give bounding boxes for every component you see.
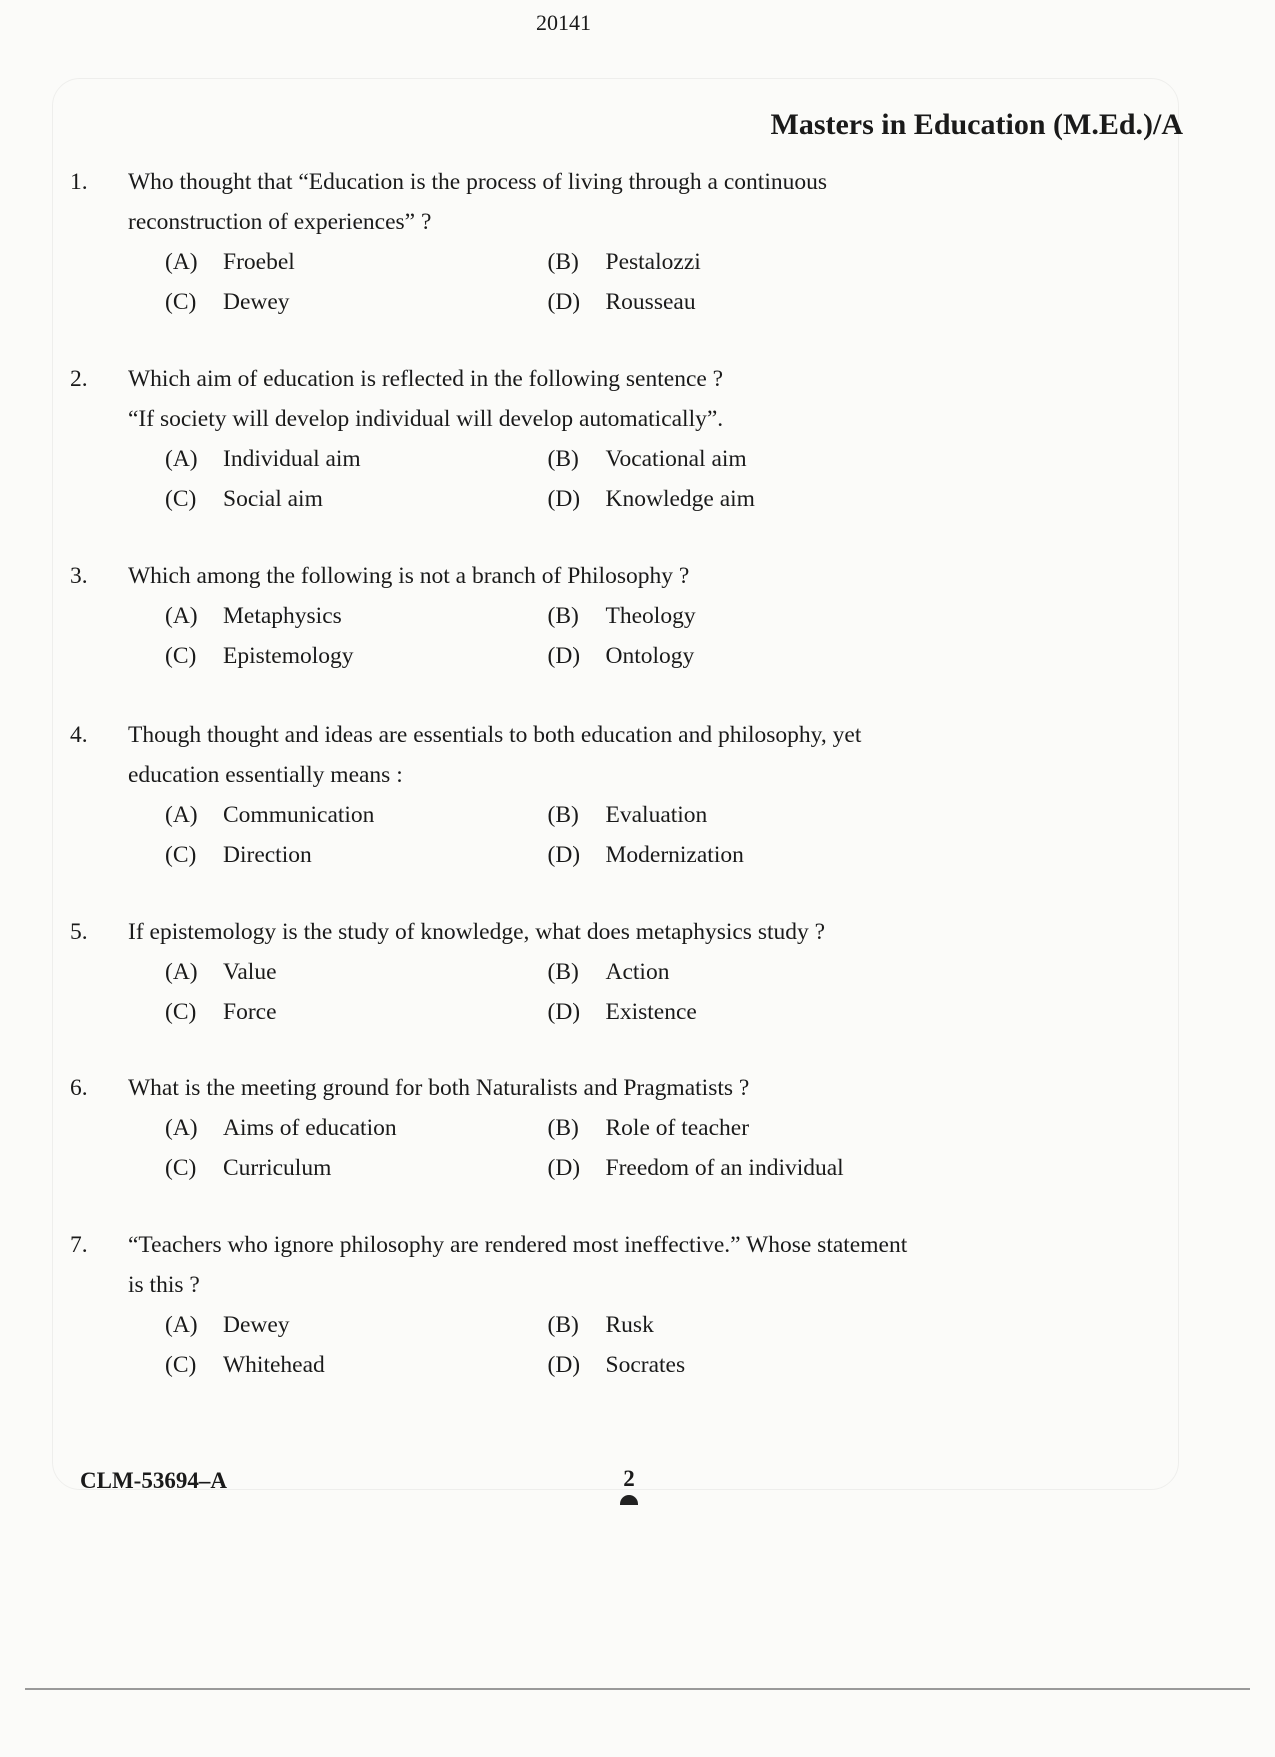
footer-code: CLM-53694–A (80, 1468, 227, 1493)
option-d: (D) Rousseau (547, 289, 696, 315)
top-code: 20141 (536, 10, 591, 35)
option-a: (A) Aims of education (165, 1115, 397, 1141)
option-d: (D) Existence (547, 999, 697, 1025)
option-b: (B) Vocational aim (547, 446, 747, 472)
option-c: (C) Social aim (165, 486, 323, 512)
question-line: Though thought and ideas are essentials to both education and philosophy, yet (128, 722, 862, 748)
question-1 (70, 162, 930, 322)
question-5 (70, 912, 930, 1032)
page-number-mark-icon (620, 1495, 638, 1505)
question-text (128, 1225, 930, 1305)
question-3 (70, 556, 930, 676)
option-a: (A) Value (165, 959, 277, 985)
option-b: (B) Rusk (547, 1312, 654, 1338)
option-a: (A) Individual aim (165, 446, 361, 472)
question-number: 3. (70, 563, 88, 589)
question-text (128, 912, 930, 952)
question-line: Which aim of education is reflected in the following sentence ? (128, 366, 724, 392)
option-d: (D) Modernization (547, 842, 744, 868)
option-d: (D) Socrates (547, 1352, 686, 1378)
question-line: “If society will develop individual will develop automatically”. (128, 406, 724, 432)
question-line: “Teachers who ignore philosophy are rendered most ineffective.” Whose statement (128, 1232, 908, 1258)
option-d: (D) Knowledge aim (547, 486, 755, 512)
question-6 (70, 1068, 930, 1188)
options (165, 952, 930, 1032)
option-c: (C) Epistemology (165, 643, 354, 669)
question-line: What is the meeting ground for both Naturalists and Pragmatists ? (128, 1075, 750, 1101)
options (165, 596, 930, 676)
options (165, 795, 930, 875)
question-2 (70, 359, 930, 519)
options (165, 1108, 930, 1188)
page-title: Masters in Education (M.Ed.)/A (770, 108, 1183, 141)
question-number: 6. (70, 1075, 88, 1101)
option-b: (B) Theology (547, 603, 696, 629)
option-a: (A) Dewey (165, 1312, 290, 1338)
option-c: (C) Curriculum (165, 1155, 332, 1181)
question-text (128, 359, 930, 439)
option-c: (C) Whitehead (165, 1352, 325, 1378)
question-line: Which among the following is not a branch of Philosophy ? (128, 563, 690, 589)
question-number: 4. (70, 722, 88, 748)
option-a: (A) Metaphysics (165, 603, 342, 629)
option-b: (B) Action (547, 959, 670, 985)
question-line: If epistemology is the study of knowledge, what does metaphysics study ? (128, 919, 826, 945)
question-7 (70, 1225, 930, 1385)
question-number: 2. (70, 366, 88, 392)
page-number: 2 (623, 1466, 635, 1491)
option-a: (A) Communication (165, 802, 375, 828)
question-line: is this ? (128, 1272, 200, 1298)
question-number: 5. (70, 919, 88, 945)
bottom-rule (25, 1688, 1250, 1690)
options (165, 242, 930, 322)
question-4 (70, 715, 930, 875)
options (165, 1305, 930, 1385)
option-d: (D) Ontology (547, 643, 695, 669)
question-line: reconstruction of experiences” ? (128, 209, 432, 235)
question-line: Who thought that “Education is the process of living through a continuous (128, 169, 827, 195)
option-a: (A) Froebel (165, 249, 295, 275)
option-b: (B) Role of teacher (547, 1115, 750, 1141)
option-b: (B) Evaluation (547, 802, 708, 828)
question-text (128, 162, 930, 242)
option-d: (D) Freedom of an individual (547, 1155, 844, 1181)
option-b: (B) Pestalozzi (547, 249, 701, 275)
options (165, 439, 930, 519)
option-c: (C) Force (165, 999, 277, 1025)
option-c: (C) Direction (165, 842, 312, 868)
question-text (128, 556, 930, 596)
question-text (128, 715, 930, 795)
question-number: 7. (70, 1232, 88, 1258)
question-line: education essentially means : (128, 762, 403, 788)
option-c: (C) Dewey (165, 289, 290, 315)
question-text (128, 1068, 930, 1108)
question-number: 1. (70, 169, 88, 195)
